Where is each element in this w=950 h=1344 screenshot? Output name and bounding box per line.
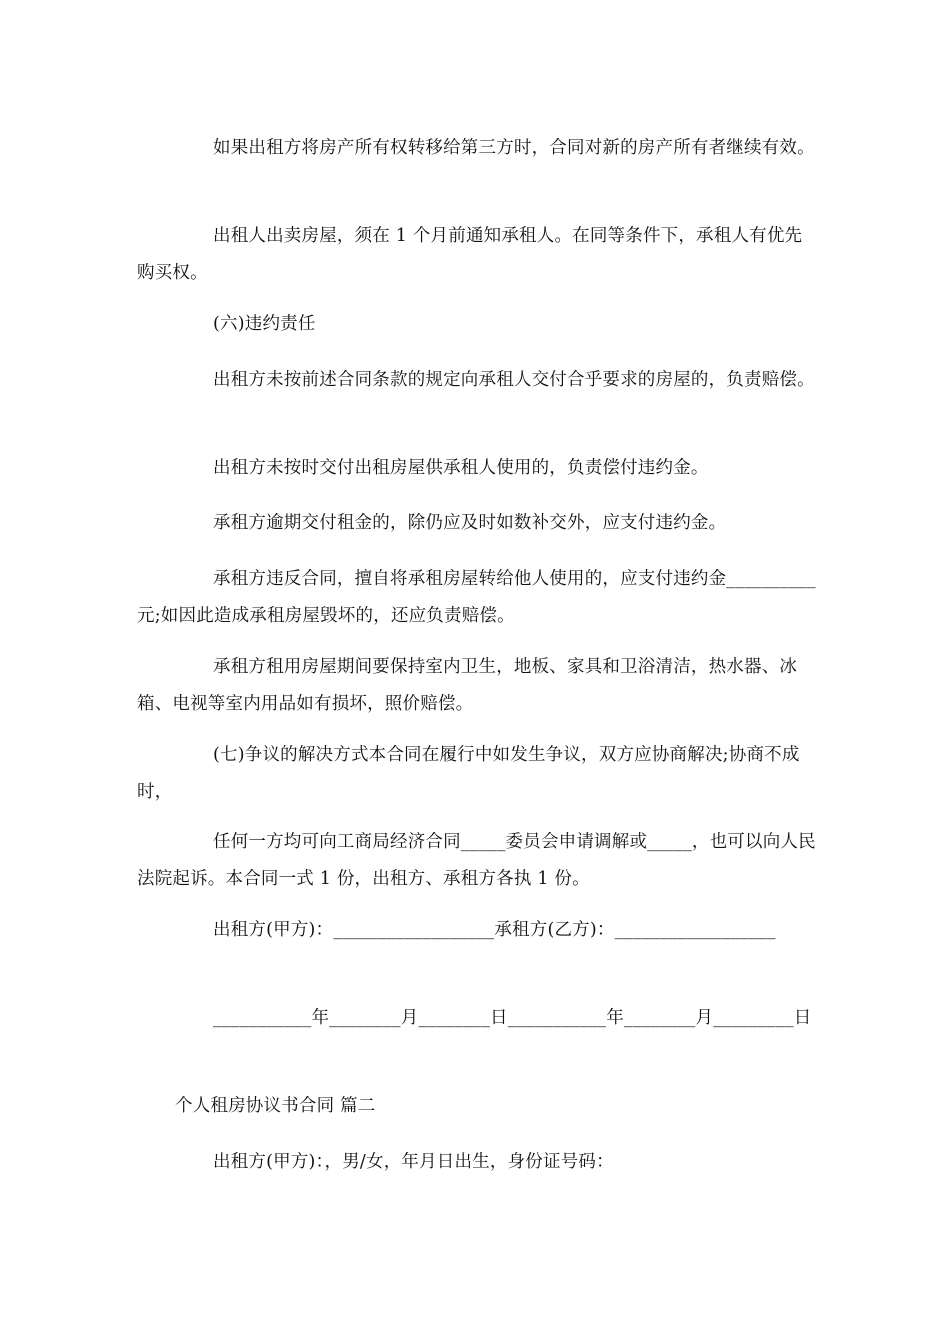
paragraph-dispute-resolution: (七)争议的解决方式本合同在履行中如发生争议，双方应协商解决;协商不成时，: [137, 745, 800, 802]
paragraph-mediation: 任何一方均可向工商局经济合同_____委员会申请调解或_____，也可以向人民法院起诉。本合同一式 1 份，出租方、承租方各执 1 份。: [137, 832, 816, 889]
paragraph-late-delivery: 出租方未按时交付出租房屋供承租人使用的，负责偿付违约金。: [213, 458, 709, 478]
paragraph-sale-notice: 出租人出卖房屋，须在 1 个月前通知承租人。在同等条件下，承租人有优先购买权。: [137, 226, 803, 283]
paragraph-sublet-breach: 承租方违反合同，擅自将承租房屋转给他人使用的，应支付违约金__________元;如因此造成承租房屋毁坏的，还应负责赔偿。: [137, 569, 816, 626]
paragraph-signatures: 出租方(甲方)：__________________承租方(乙方)：__________________: [213, 920, 776, 940]
paragraph-lessor-compensation: 出租方未按前述合同条款的规定向承租人交付合乎要求的房屋的，负责赔偿。: [213, 370, 815, 390]
section-title: 个人租房协议书合同 篇二: [175, 1096, 376, 1116]
paragraph-dates: ___________年________月________日___________年________月_________日: [213, 1008, 812, 1028]
paragraph-maintenance: 承租方租用房屋期间要保持室内卫生，地板、家具和卫浴清洁，热水器、冰箱、电视等室内用品如有损坏，照价赔偿。: [137, 657, 798, 714]
paragraph-late-rent: 承租方逾期交付租金的，除仍应及时如数补交外，应支付违约金。: [213, 513, 727, 533]
paragraph-lessor-info: 出租方(甲方)：，男/女，年月日出生，身份证号码：: [213, 1152, 614, 1172]
paragraph-breach-heading: (六)违约责任: [213, 314, 316, 334]
paragraph-property-transfer: 如果出租方将房产所有权转移给第三方时，合同对新的房产所有者继续有效。: [213, 138, 815, 158]
